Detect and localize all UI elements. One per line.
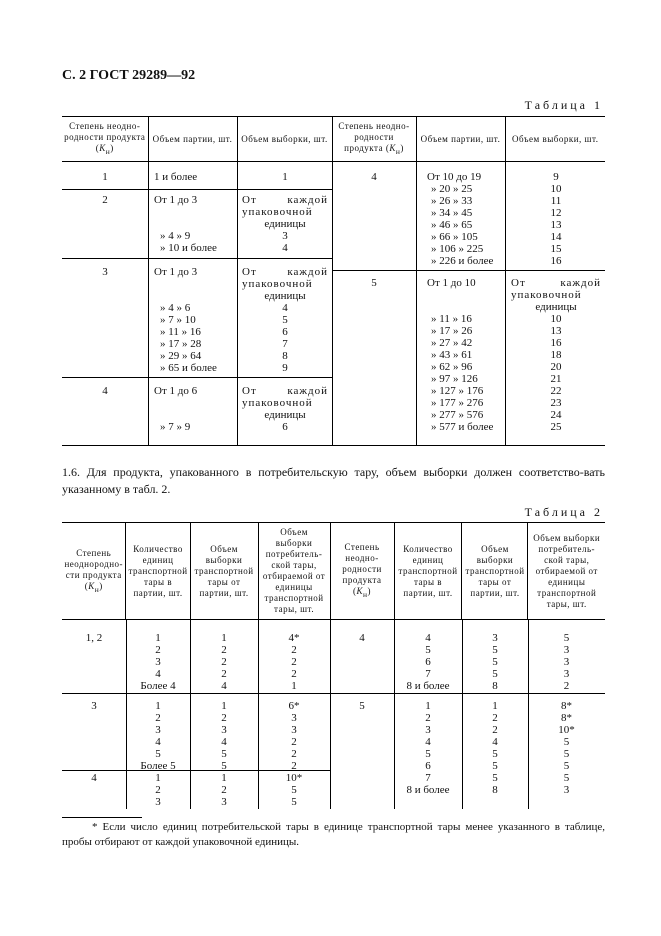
t1-lot-cell [154, 266, 234, 374]
t2-cons-line: 6* [288, 700, 300, 712]
t1-sample-line: 14 [550, 231, 562, 243]
t2-cons-line: 2 [291, 736, 297, 748]
t1-lot-line: » 26 » 33 [431, 195, 473, 207]
t1-lot-line: » 7 » 10 [160, 314, 196, 326]
t2-qty-line: 5 [425, 748, 431, 760]
t1-sample-line: 13 [550, 219, 562, 231]
t2-sample-line: 2 [221, 644, 227, 656]
t1-sample-line: 22 [550, 385, 562, 397]
t1-lot-line: » 226 и более [431, 255, 494, 267]
t2-sample-line: 1 [221, 632, 227, 644]
t1-lot-line [154, 290, 234, 302]
t1-sample-line: упаковочной [242, 278, 313, 290]
t1-lot-line [154, 218, 234, 230]
table-1 [62, 116, 605, 162]
t1-sample-line: 1 [282, 171, 288, 183]
t2-qty-line: 4 [425, 736, 431, 748]
t2-cons-line: 4* [288, 632, 300, 644]
t2-col-header: Степень неодно-родности продукта $(K_н)$ [330, 523, 394, 620]
t1-lot-line: 1 и более [154, 171, 198, 183]
t1-lot-line: » 97 » 126 [431, 373, 478, 385]
t2-qty-line: 6 [425, 656, 431, 668]
t1-lot-line [427, 301, 503, 313]
t1-sample-cell [242, 171, 328, 183]
t1-sample-line: 5 [282, 314, 288, 326]
t2-cons-cell [528, 700, 605, 796]
t1-sample-line: От каждой [242, 194, 328, 206]
t2-cons-line: 3 [291, 712, 297, 724]
t1-col-header: Объем партии, шт. [148, 117, 237, 162]
t1-lot-line: » 34 » 45 [431, 207, 473, 219]
t2-cons-line: 3 [291, 724, 297, 736]
t2-cons-line: 2 [291, 760, 297, 772]
t1-sample-line: 4 [282, 302, 288, 314]
t1-lot-line: » 127 » 176 [431, 385, 484, 397]
t2-qty-line: 2 [155, 784, 161, 796]
t1-lot-line: От 1 до 10 [427, 277, 476, 289]
t2-sample-line: 4 [221, 680, 227, 692]
t2-sample-cell [190, 700, 258, 772]
t1-lot-line: » 11 » 16 [431, 313, 472, 325]
t2-cons-cell [258, 700, 330, 772]
t2-qty-line: 3 [155, 796, 161, 808]
t2-cons-line: 3 [563, 656, 570, 668]
t1-lot-line [154, 278, 234, 290]
t1-sample-line: упаковочной [511, 289, 582, 301]
t1-kn-cell: 2 [102, 194, 108, 206]
t1-lot-line: От 1 до 3 [154, 194, 198, 206]
t2-qty-line: 1 [155, 632, 161, 644]
t1-sample-line: 20 [550, 361, 562, 373]
t2-sample-line: 5 [221, 748, 227, 760]
t2-qty-line: 1 [155, 700, 161, 712]
t2-qty-line: 8 и более [406, 680, 450, 692]
t1-kn-cell: 5 [371, 277, 377, 289]
t1-lot-line: » 17 » 26 [431, 325, 473, 337]
t1-lot-line: » 277 » 576 [431, 409, 484, 421]
footnote: * Если число единиц потребительской тары в единице транспортной тары менее указанного в таблице, пробы отбирают от каждой упаковочной единицы. [62, 821, 605, 848]
t2-sample-line: 1 [221, 772, 227, 784]
t2-qty-line: 4 [155, 668, 161, 680]
t2-sample-cell [462, 632, 528, 692]
t2-sample-line: 5 [492, 772, 498, 784]
t2-qty-line: 3 [425, 724, 431, 736]
t1-sample-line: 11 [550, 195, 562, 207]
t2-qty-line: 8 и более [406, 784, 450, 796]
t2-sample-line: 5 [492, 644, 498, 656]
t2-kn-cell: 5 [359, 700, 365, 712]
t1-lot-line: » 10 и более [160, 242, 217, 254]
t1-sample-line: 23 [550, 397, 562, 409]
t2-sample-line: 5 [221, 760, 227, 772]
t2-cons-line: 5 [291, 784, 297, 796]
t2-cons-line: 2 [291, 656, 297, 668]
t1-col-header: Объем выборки, шт. [237, 117, 332, 162]
t2-cons-cell [258, 632, 330, 692]
t1-lot-line [427, 289, 503, 301]
t1-sample-cell [242, 266, 328, 374]
t2-sample-line: 3 [221, 796, 227, 808]
t2-qty-line: 5 [155, 748, 161, 760]
t1-sample-line: 25 [550, 421, 562, 433]
t2-sample-line: 3 [221, 724, 227, 736]
t2-cons-line: 10* [558, 724, 575, 736]
t2-sample-line: 5 [492, 668, 498, 680]
t2-kn-cell: 1, 2 [85, 632, 103, 644]
t2-sample-line: 3 [492, 632, 498, 644]
t1-sample-line: 13 [550, 325, 562, 337]
t2-sample-line: 1 [492, 700, 498, 712]
page-header: С. 2 ГОСТ 29289—92 [62, 68, 196, 83]
table1-header-row [62, 117, 605, 162]
t2-sample-line: 8 [492, 680, 498, 692]
t1-lot-line: » 177 » 276 [431, 397, 484, 409]
t1-sample-line: 15 [550, 243, 562, 255]
t2-sample-line: 2 [221, 712, 227, 724]
t2-col-header: Объем выборки транспортной тары от партии, шт. [190, 523, 258, 620]
t2-cons-line: 5 [563, 748, 570, 760]
t1-sample-line: единицы [535, 301, 577, 313]
t1-sample-line: 18 [550, 349, 562, 361]
t2-sample-cell [190, 632, 258, 692]
t2-qty-line: Более 5 [140, 760, 176, 772]
t2-qty-line: 5 [425, 644, 431, 656]
t2-sample-line: 5 [492, 656, 498, 668]
t2-col-header: Количество единиц транспортной тары в партии, шт. [126, 523, 190, 620]
t1-lot-line: » 27 » 42 [431, 337, 473, 349]
t1-col-header: Объем партии, шт. [416, 117, 505, 162]
t1-sample-line: упаковочной [242, 206, 313, 218]
paragraph-1-6: 1.6. Для продукта, упакованного в потребительскую тару, объем выборки должен соответство-вать указанному в табл. 2. [62, 465, 605, 496]
t2-cons-line: 2 [563, 680, 570, 692]
t2-cons-line: 5 [291, 796, 297, 808]
t2-sample-line: 2 [492, 712, 498, 724]
t1-lot-cell [427, 171, 503, 267]
t1-sample-line: 3 [282, 230, 288, 242]
t1-sample-line: 16 [550, 337, 562, 349]
t2-cons-line: 5 [563, 736, 570, 748]
t2-cons-cell [528, 632, 605, 692]
t1-kn-cell: 4 [371, 171, 377, 183]
t2-qty-cell [126, 632, 190, 692]
t1-lot-line [154, 206, 234, 218]
t2-qty-cell [126, 700, 190, 772]
t1-sample-line: 4 [282, 242, 288, 254]
t1-lot-line: » 20 » 25 [431, 183, 473, 195]
t2-cons-cell [258, 772, 330, 808]
t2-cons-line: 8* [561, 712, 572, 724]
t2-sample-line: 8 [492, 784, 498, 796]
t1-kn-cell: 4 [102, 385, 108, 397]
t2-col-header: Количество единиц транспортной тары в партии, шт. [394, 523, 462, 620]
table2-header-row [62, 523, 605, 620]
t2-qty-line: 4 [155, 736, 161, 748]
t2-qty-cell [394, 632, 462, 692]
t1-sample-line: От каждой [242, 266, 328, 278]
t1-sample-line: 12 [550, 207, 562, 219]
t1-sample-line: единицы [264, 409, 306, 421]
t2-sample-cell [462, 700, 528, 796]
t2-sample-cell [190, 772, 258, 808]
t2-cons-line: 2 [291, 644, 297, 656]
table1-caption: Таблица 1 [524, 98, 603, 112]
t1-lot-cell [427, 277, 503, 433]
t1-lot-line: » 65 и более [160, 362, 217, 374]
t1-sample-line: 10 [550, 183, 562, 195]
t2-sample-line: 2 [221, 668, 227, 680]
t1-sample-line: 9 [282, 362, 288, 374]
table1-body [62, 161, 605, 445]
t1-lot-cell [154, 385, 234, 433]
t2-cons-line: 3 [563, 784, 570, 796]
t2-kn-cell: 4 [359, 632, 365, 644]
t1-col-header: Степень неодно-родности продукта $(K_н)$ [62, 117, 148, 162]
t2-col-header: Степень неоднородно-сти продукта $(K_н)$ [62, 523, 126, 620]
t2-col-header: Объем выборки потребитель-ской тары, отбираемой от единицы транспортной тары, шт. [528, 523, 605, 620]
footnote-rule [62, 817, 142, 818]
t2-cons-line: 2 [291, 748, 297, 760]
t2-cons-line: 3 [563, 644, 570, 656]
t1-sample-line: единицы [264, 290, 306, 302]
table-2 [62, 522, 605, 620]
t1-sample-cell [511, 277, 601, 433]
t2-cons-line: 1 [291, 680, 297, 692]
t2-cons-line: 5 [563, 760, 570, 772]
t1-kn-cell: 3 [102, 266, 108, 278]
table2-body [62, 619, 605, 809]
t2-cons-line: 5 [563, 632, 570, 644]
t2-qty-line: 3 [155, 656, 161, 668]
t1-lot-line: » 7 » 9 [160, 421, 191, 433]
t1-lot-line: » 17 » 28 [160, 338, 202, 350]
t1-sample-cell [511, 171, 601, 267]
t1-sample-line: 6 [282, 421, 288, 433]
t2-cons-line: 3 [563, 668, 570, 680]
t2-qty-cell [126, 772, 190, 808]
t2-sample-line: 4 [221, 736, 227, 748]
t1-lot-line: » 4 » 6 [160, 302, 191, 314]
t2-cons-line: 5 [563, 772, 570, 784]
t2-qty-line: 7 [425, 772, 431, 784]
t1-sample-line: 24 [550, 409, 562, 421]
t2-qty-line: 2 [155, 644, 161, 656]
t2-qty-line: 3 [155, 724, 161, 736]
t2-qty-line: 7 [425, 668, 431, 680]
t1-sample-line: 8 [282, 350, 288, 362]
t2-col-header: Объем выборки транспортной тары от партии, шт. [462, 523, 528, 620]
table2-caption: Таблица 2 [524, 505, 603, 519]
t1-sample-line: единицы [264, 218, 306, 230]
t1-lot-cell [154, 171, 234, 183]
t2-qty-cell [394, 700, 462, 796]
t1-lot-line [154, 409, 234, 421]
t2-cons-line: 10* [285, 772, 303, 784]
t2-qty-line: Более 4 [140, 680, 176, 692]
t2-sample-line: 1 [221, 700, 227, 712]
t1-lot-line: » 29 » 64 [160, 350, 202, 362]
t1-col-header: Степень неодно-родности продукта $(K_н)$ [332, 117, 416, 162]
t1-lot-cell [154, 194, 234, 254]
t2-sample-line: 2 [221, 656, 227, 668]
t1-lot-line: От 1 до 3 [154, 266, 198, 278]
t2-qty-line: 6 [425, 760, 431, 772]
t2-sample-line: 4 [492, 736, 498, 748]
t2-sample-line: 2 [221, 784, 227, 796]
t1-sample-line: 16 [550, 255, 562, 267]
t2-qty-line: 2 [155, 712, 161, 724]
t2-kn-cell: 3 [91, 700, 97, 712]
t1-sample-line: 7 [282, 338, 288, 350]
t2-cons-line: 8* [561, 700, 572, 712]
t1-sample-cell [242, 194, 328, 254]
t2-qty-line: 4 [425, 632, 431, 644]
t1-lot-line: » 62 » 96 [431, 361, 473, 373]
t1-lot-line [154, 397, 234, 409]
t1-lot-line: » 11 » 16 [160, 326, 201, 338]
t2-qty-line: 2 [425, 712, 431, 724]
t1-sample-line: От каждой [511, 277, 601, 289]
t1-col-header: Объем выборки, шт. [505, 117, 605, 162]
t1-lot-line: » 577 и более [431, 421, 494, 433]
t2-kn-cell: 4 [91, 772, 97, 784]
t1-sample-line: 21 [550, 373, 562, 385]
t1-lot-line: » 66 » 105 [431, 231, 478, 243]
t1-sample-line: упаковочной [242, 397, 313, 409]
t1-lot-line: От 10 до 19 [427, 171, 482, 183]
t1-lot-line: От 1 до 6 [154, 385, 198, 397]
t1-sample-line: 6 [282, 326, 288, 338]
t2-qty-line: 1 [425, 700, 431, 712]
t2-col-header: Объем выборки потребитель-ской тары, отбираемой от единицы транспортной тары, шт. [258, 523, 330, 620]
t1-kn-cell: 1 [102, 171, 108, 183]
t2-sample-line: 5 [492, 748, 498, 760]
t1-lot-line: » 43 » 61 [431, 349, 473, 361]
t1-sample-line: 10 [550, 313, 562, 325]
t1-lot-line: » 46 » 65 [431, 219, 473, 231]
t2-cons-line: 2 [291, 668, 297, 680]
t2-sample-line: 5 [492, 760, 498, 772]
t1-lot-line: » 4 » 9 [160, 230, 191, 242]
t1-sample-cell [242, 385, 328, 433]
t1-lot-line: » 106 » 225 [431, 243, 484, 255]
t1-sample-line: 9 [553, 171, 559, 183]
t2-sample-line: 2 [492, 724, 498, 736]
t2-qty-line: 1 [155, 772, 161, 784]
t1-sample-line: От каждой [242, 385, 328, 397]
